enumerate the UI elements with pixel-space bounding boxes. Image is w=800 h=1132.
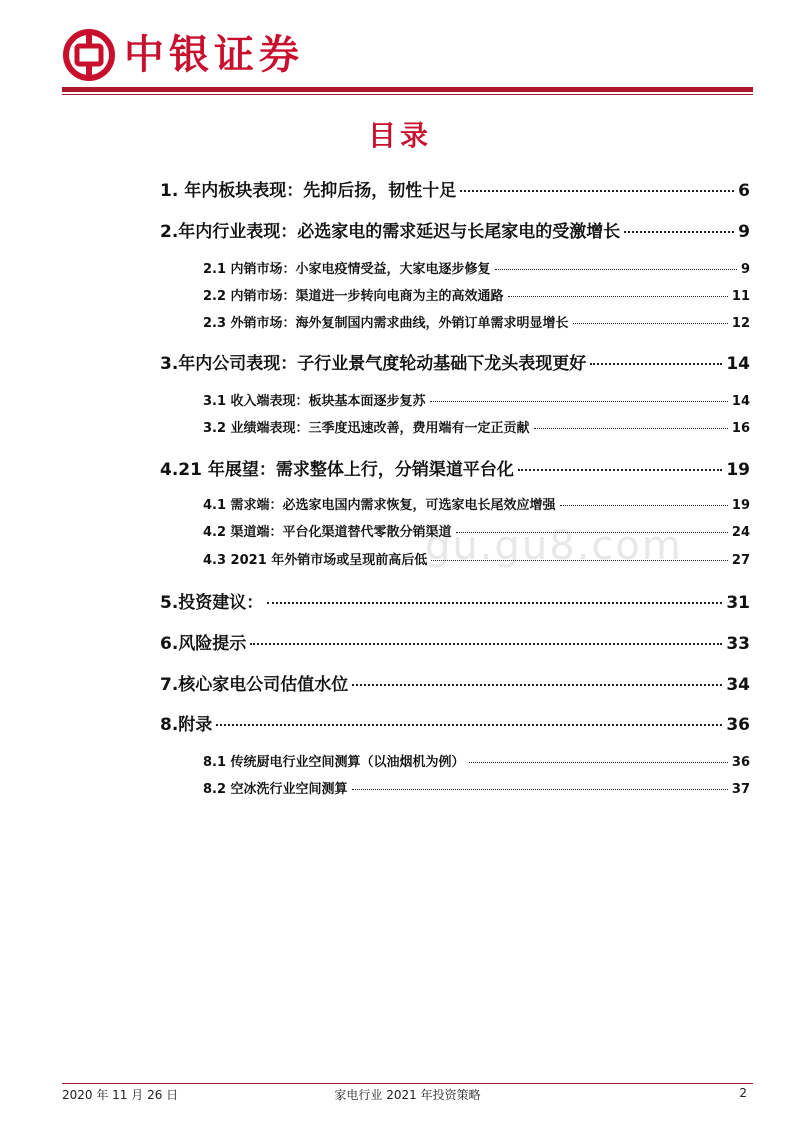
toc-entry-label: 8.1 传统厨电行业空间测算（以油烟机为例） xyxy=(203,755,465,770)
dot-leader xyxy=(573,323,728,324)
toc-entry-2-2[interactable] xyxy=(203,285,750,304)
footer-divider xyxy=(62,1083,753,1084)
toc-entry-label: 2.3 外销市场：海外复制国内需求曲线，外销订单需求明显增长 xyxy=(203,316,569,331)
toc-entry-page: 6 xyxy=(738,181,750,201)
toc-entry-page: 9 xyxy=(738,222,750,242)
toc-entry-page: 14 xyxy=(726,354,750,374)
toc-entry-page: 31 xyxy=(726,593,750,613)
toc-entry-page: 36 xyxy=(731,755,750,770)
toc-entry-label: 4.2 渠道端：平台化渠道替代零散分销渠道 xyxy=(203,525,452,540)
toc-entry-2[interactable] xyxy=(160,217,750,242)
dot-leader xyxy=(460,190,734,192)
toc-entry-4-1[interactable] xyxy=(203,494,750,513)
toc-entry-6[interactable] xyxy=(160,629,750,654)
toc-title: 目录 xyxy=(367,119,432,152)
toc-entry-1[interactable] xyxy=(160,176,750,201)
dot-leader xyxy=(590,363,722,365)
toc-entry-page: 34 xyxy=(726,675,750,695)
toc-entry-label: 3.年内公司表现：子行业景气度轮动基础下龙头表现更好 xyxy=(160,354,587,374)
toc-entry-label: 8.附录 xyxy=(160,715,213,735)
footer-date: 2020 年 11 月 26 日 xyxy=(62,1088,179,1102)
toc-entry-page: 24 xyxy=(731,525,750,540)
toc-entry-page: 19 xyxy=(726,460,750,480)
toc-entry-label: 5.投资建议： xyxy=(160,593,264,613)
page-footer xyxy=(62,1086,753,1106)
toc-entry-8-1[interactable] xyxy=(203,751,750,770)
toc-entry-page: 33 xyxy=(726,634,750,654)
toc-entry-page: 19 xyxy=(731,498,750,513)
toc-entry-label: 8.2 空冰洗行业空间测算 xyxy=(203,782,348,797)
toc-entry-page: 16 xyxy=(731,421,750,436)
toc-entry-label: 7.核心家电公司估值水位 xyxy=(160,675,349,695)
dot-leader xyxy=(352,789,728,790)
toc-entry-label: 4.3 2021 年外销市场或呈现前高后低 xyxy=(203,553,428,568)
footer-page-number: 2 xyxy=(739,1086,747,1100)
toc-entry-label: 3.1 收入端表现：板块基本面逐步复苏 xyxy=(203,394,426,409)
toc-entry-7[interactable] xyxy=(160,670,750,695)
dot-leader xyxy=(624,231,734,233)
toc-entry-page: 9 xyxy=(740,262,750,277)
dot-leader xyxy=(352,684,722,686)
toc-entry-label: 2.2 内销市场：渠道进一步转向电商为主的高效通路 xyxy=(203,289,504,304)
toc-entry-5[interactable] xyxy=(160,588,750,613)
toc-entry-3-2[interactable] xyxy=(203,417,750,436)
dot-leader xyxy=(534,428,728,429)
toc-entry-page: 37 xyxy=(731,782,750,797)
toc-entry-3-1[interactable] xyxy=(203,390,750,409)
toc-entry-label: 2.年内行业表现：必选家电的需求延迟与长尾家电的受激增长 xyxy=(160,222,621,242)
toc-entry-8-2[interactable] xyxy=(203,778,750,797)
toc-entry-page: 36 xyxy=(726,715,750,735)
watermark: gu.gu8.com xyxy=(425,523,683,569)
dot-leader xyxy=(431,560,728,561)
dot-leader xyxy=(469,762,728,763)
toc-entry-label: 2.1 内销市场：小家电疫情受益，大家电逐步修复 xyxy=(203,262,491,277)
dot-leader xyxy=(216,724,722,726)
toc-entry-label: 4.21 年展望：需求整体上行，分销渠道平台化 xyxy=(160,460,514,480)
footer-report-title: 家电行业 2021 年投资策略 xyxy=(334,1088,481,1102)
dot-leader xyxy=(518,469,722,471)
toc-entry-8[interactable] xyxy=(160,710,750,735)
toc-entry-page: 11 xyxy=(731,289,750,304)
toc-entry-label: 1. 年内板块表现：先抑后扬，韧性十足 xyxy=(160,181,457,201)
toc-entry-2-3[interactable] xyxy=(203,312,750,331)
toc-entry-page: 14 xyxy=(731,394,750,409)
dot-leader xyxy=(456,532,728,533)
toc-entry-4-3[interactable] xyxy=(203,549,750,568)
toc-entry-label: 4.1 需求端：必选家电国内需求恢复，可选家电长尾效应增强 xyxy=(203,498,556,513)
dot-leader xyxy=(508,296,728,297)
toc-entry-page: 27 xyxy=(731,553,750,568)
toc-entry-label: 3.2 业绩端表现：三季度迅速改善，费用端有一定正贡献 xyxy=(203,421,530,436)
dot-leader xyxy=(430,401,728,402)
toc-entry-3[interactable] xyxy=(160,349,750,374)
dot-leader xyxy=(495,269,737,270)
toc-entry-4[interactable] xyxy=(160,455,750,480)
brand-name: 中银证券 xyxy=(124,31,304,78)
toc-entry-label: 6.风险提示 xyxy=(160,634,247,654)
dot-leader xyxy=(560,505,728,506)
toc-entry-page: 12 xyxy=(731,316,750,331)
toc-entry-2-1[interactable] xyxy=(203,258,750,277)
dot-leader xyxy=(250,643,722,645)
toc-entry-4-2[interactable] xyxy=(203,521,750,540)
dot-leader xyxy=(267,602,722,604)
